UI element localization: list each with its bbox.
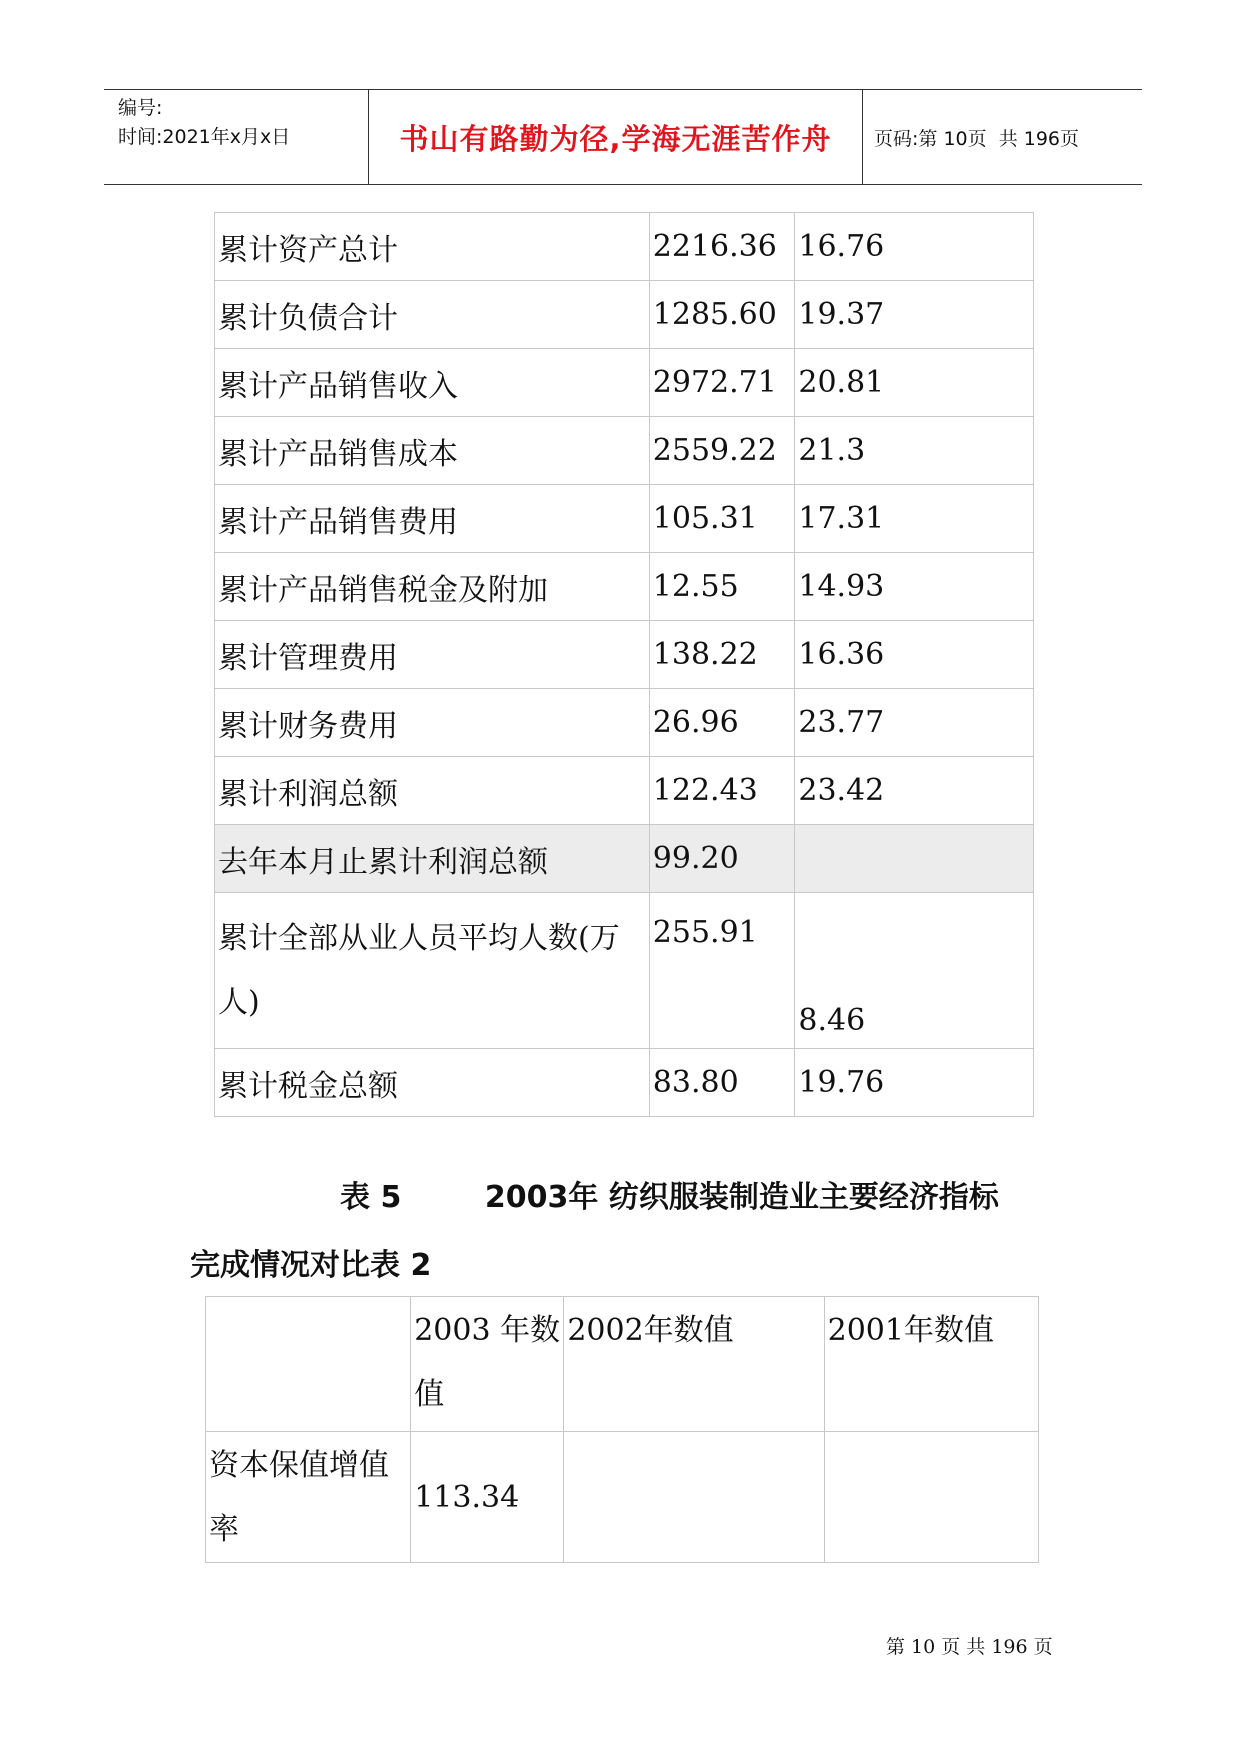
value-2002	[564, 1432, 824, 1563]
table-row	[215, 621, 1034, 689]
header-motto: 书山有路勤为径,学海无涯苦作舟	[368, 90, 863, 184]
table-row	[215, 1049, 1034, 1117]
indicator-name: 累计财务费用	[215, 689, 650, 757]
indicator-growth	[795, 825, 1034, 893]
header-cell-2001: 2001年数值	[824, 1297, 1038, 1432]
indicator-name: 累计产品销售费用	[215, 485, 650, 553]
indicator-growth: 14.93	[795, 553, 1034, 621]
page-footer: 第 10 页 共 196 页	[886, 1636, 1053, 1658]
table-row	[215, 281, 1034, 349]
indicator-value: 26.96	[649, 689, 795, 757]
table-caption-line2: 完成情况对比表 2	[190, 1248, 432, 1283]
indicator-value: 12.55	[649, 553, 795, 621]
indicator-growth: 16.76	[795, 213, 1034, 281]
indicator-growth: 16.36	[795, 621, 1034, 689]
table-row	[215, 553, 1034, 621]
indicator-value: 2216.36	[649, 213, 795, 281]
table-row	[215, 689, 1034, 757]
header-page-number: 页码:第 10页 共 196页	[874, 127, 1080, 150]
indicator-growth: 19.37	[795, 281, 1034, 349]
table-row	[215, 213, 1034, 281]
table-row	[206, 1432, 1039, 1563]
indicator-name: 累计管理费用	[215, 621, 650, 689]
indicator-value: 2559.22	[649, 417, 795, 485]
indicator-name: 去年本月止累计利润总额	[215, 825, 650, 893]
indicator-growth: 21.3	[795, 417, 1034, 485]
indicator-name: 累计产品销售税金及附加	[215, 553, 650, 621]
indicator-value: 1285.60	[649, 281, 795, 349]
indicator-growth: 17.31	[795, 485, 1034, 553]
value-2001	[824, 1432, 1038, 1563]
indicator-growth: 20.81	[795, 349, 1034, 417]
table-row	[215, 893, 1034, 1049]
indicator-name: 累计资产总计	[215, 213, 650, 281]
table-caption-line1: 表 5 2003年 纺织服装制造业主要经济指标	[340, 1180, 999, 1215]
comparison-table	[205, 1296, 1039, 1563]
indicator-name: 累计利润总额	[215, 757, 650, 825]
indicator-value: 83.80	[649, 1049, 795, 1117]
indicator-name: 累计全部从业人员平均人数(万人)	[215, 893, 650, 1049]
indicator-growth: 19.76	[795, 1049, 1034, 1117]
indicator-name: 资本保值增值率	[206, 1432, 411, 1563]
indicator-name: 累计产品销售成本	[215, 417, 650, 485]
indicator-name: 累计税金总额	[215, 1049, 650, 1117]
indicator-value: 105.31	[649, 485, 795, 553]
indicator-value: 122.43	[649, 757, 795, 825]
indicator-name: 累计负债合计	[215, 281, 650, 349]
indicator-name: 累计产品销售收入	[215, 349, 650, 417]
indicator-value: 255.91	[649, 893, 795, 1049]
table-header-row	[206, 1297, 1039, 1432]
indicator-growth: 8.46	[795, 893, 1034, 1049]
header-meta	[118, 94, 368, 152]
header-cell-2003: 2003 年数值	[411, 1297, 564, 1432]
indicator-growth: 23.42	[795, 757, 1034, 825]
document-number-label: 编号:	[118, 97, 163, 119]
value-2003: 113.34	[411, 1432, 564, 1563]
document-time-label: 时间:2021年x月x日	[118, 126, 291, 148]
indicator-value: 2972.71	[649, 349, 795, 417]
page-header	[104, 89, 1142, 185]
table-row-shaded	[215, 825, 1034, 893]
header-cell-2002: 2002年数值	[564, 1297, 824, 1432]
indicator-table	[214, 212, 1034, 1117]
indicator-value: 138.22	[649, 621, 795, 689]
table-row	[215, 485, 1034, 553]
indicator-growth: 23.77	[795, 689, 1034, 757]
table-row	[215, 349, 1034, 417]
header-cell-blank	[206, 1297, 411, 1432]
table-row	[215, 757, 1034, 825]
indicator-value: 99.20	[649, 825, 795, 893]
table-row	[215, 417, 1034, 485]
